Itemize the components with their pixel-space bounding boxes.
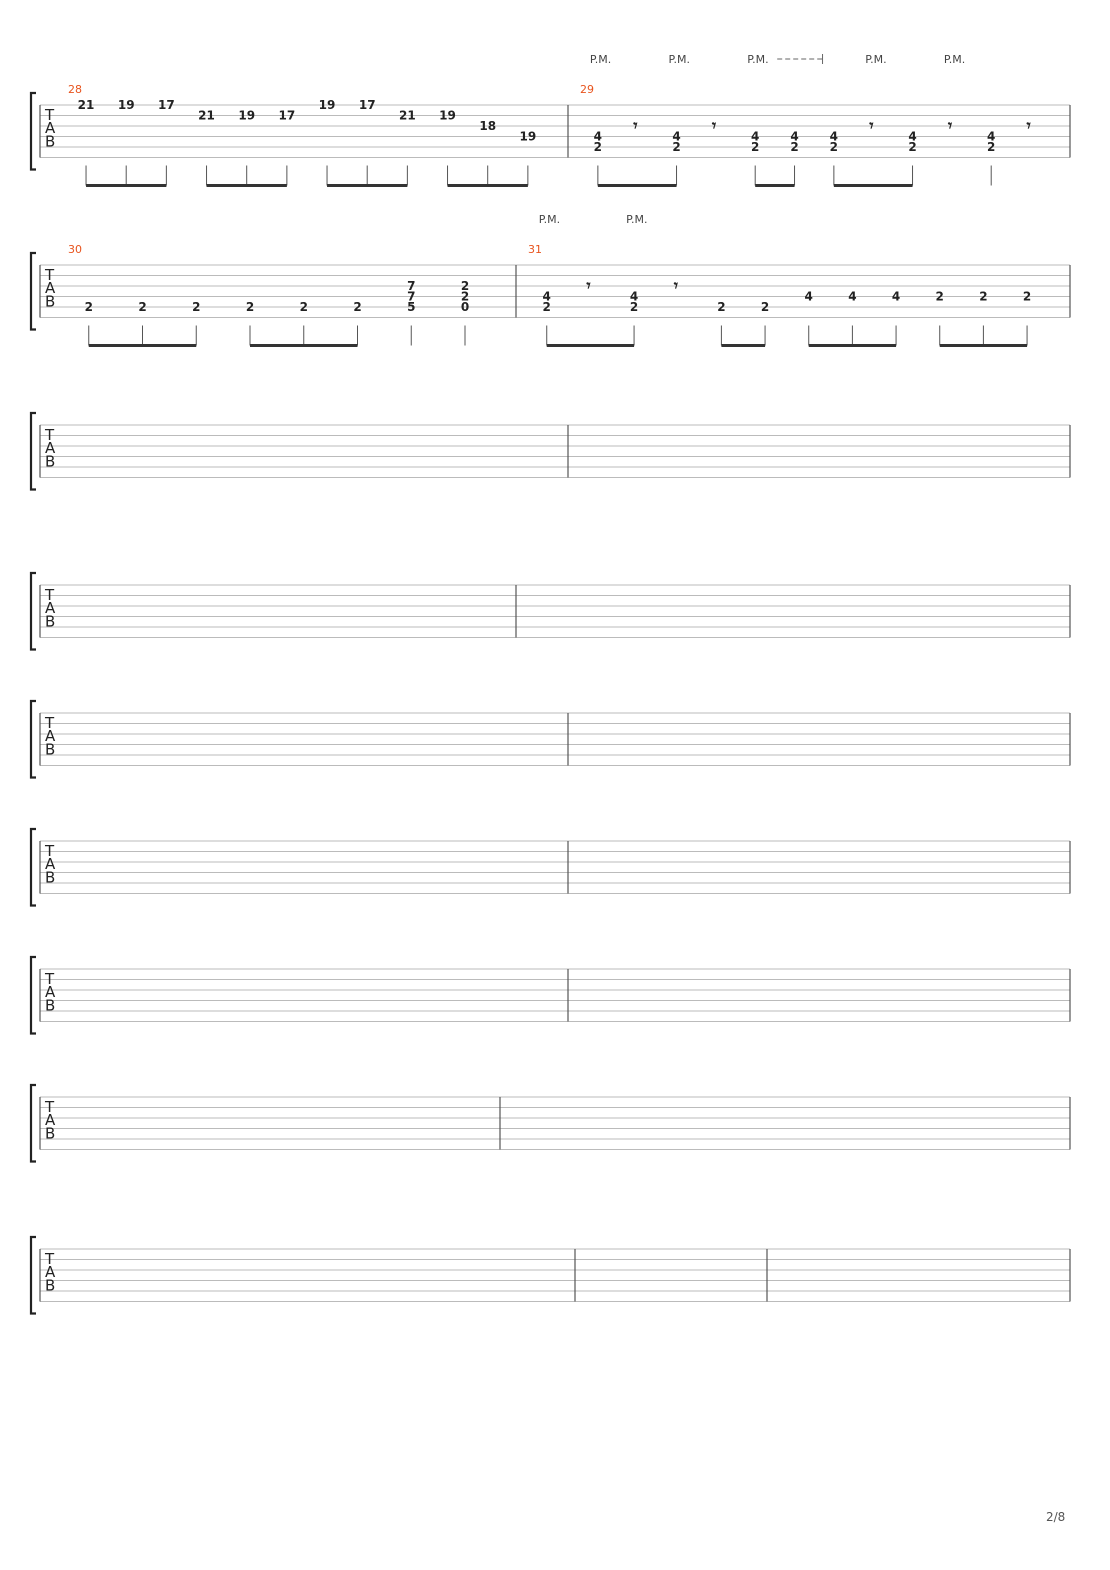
tab-clef-letter: A [45,983,56,1002]
fret-number: 0 [460,300,470,314]
fret-number: 19 [117,98,135,112]
measure-number: 31 [528,243,542,256]
tab-clef-letter: A [45,599,56,618]
palm-mute-mark: P.M. [865,53,887,66]
fret-number: 2 [751,140,760,154]
fret-number: 2 [717,300,726,314]
eighth-rest: 𝄾 [947,116,953,135]
palm-mute-mark: P.M. [589,53,612,66]
tab-staff [31,573,1070,650]
fret-number: 4 [542,289,551,304]
tab-clef-letter: T [45,1098,55,1116]
palm-mute-mark: P.M. [747,53,769,66]
tab-clef-letter: B [45,292,56,311]
fret-number: 4 [829,129,839,144]
tab-clef-letter: B [45,452,56,471]
fret-number: 19 [519,129,537,144]
fret-number: 2 [908,140,917,154]
fret-number: 2 [353,300,362,314]
fret-number: 4 [629,289,639,304]
tab-clef-letter: T [45,586,55,604]
fret-number: 4 [804,289,813,304]
tab-staff [31,957,1070,1034]
eighth-rest: 𝄾 [1026,116,1031,135]
measure [68,243,469,346]
tab-clef-letter: B [45,996,56,1015]
palm-mute-mark: P.M. [943,53,966,66]
eighth-rest: 𝄾 [869,116,874,135]
measure [580,53,1032,186]
fret-number: 4 [908,129,917,144]
tab-clef-letter: B [45,1276,56,1295]
palm-mute-mark: P.M. [668,53,690,66]
tab-clef-letter: T [45,426,55,444]
measure [68,83,536,186]
fret-number: 2 [84,300,93,314]
tab-clef-letter: T [45,714,55,732]
tab-staff [31,1085,1070,1162]
palm-mute-mark: P.M. [538,213,561,226]
measure [528,213,1031,346]
fret-number: 2 [192,300,201,314]
tab-clef-letter: B [45,1124,56,1143]
eighth-rest: 𝄾 [633,116,638,135]
fret-number: 4 [751,129,760,144]
eighth-rest: 𝄾 [586,276,591,295]
tab-clef-letter: T [45,970,55,988]
tab-clef-letter: T [45,842,55,860]
eighth-rest: 𝄾 [711,116,717,135]
fret-number: 2 [829,140,839,154]
fret-number: 2 [935,289,944,304]
fret-number: 4 [672,129,681,144]
fret-number: 2 [460,289,470,304]
fret-number: 2 [672,140,681,154]
tab-staff [31,413,1070,490]
fret-number: 4 [790,129,799,144]
tab-staff [31,829,1070,906]
measure-number: 30 [68,243,82,256]
fret-number: 4 [891,289,901,304]
tab-clef-letter: B [45,740,56,759]
tab-clef-letter: A [45,855,56,874]
fret-number: 2 [790,140,799,154]
fret-number: 2 [987,140,996,154]
tab-clef-letter: B [45,868,56,887]
measure-number: 29 [580,83,594,96]
fret-number: 17 [278,108,296,123]
tab-clef-letter: T [45,266,55,284]
fret-number: 2 [542,300,551,314]
fret-number: 18 [479,119,497,133]
measure-number: 28 [68,83,82,96]
fret-number: 2 [979,289,988,304]
tab-clef-letter: T [45,106,55,124]
fret-number: 2 [760,300,770,314]
fret-number: 17 [358,98,376,112]
fret-number: 19 [439,108,456,123]
tab-clef-letter: A [45,279,56,298]
palm-mute-mark: P.M. [626,213,648,226]
fret-number: 2 [593,140,603,154]
fret-number: 4 [593,129,603,144]
fret-number: 21 [399,108,416,123]
fret-number: 5 [407,300,416,314]
fret-number: 2 [299,300,308,314]
fret-number: 4 [987,129,996,144]
fret-number: 19 [318,98,336,112]
eighth-rest: 𝄾 [673,276,678,295]
tab-staff [31,1237,1070,1314]
fret-number: 19 [238,108,256,123]
tab-clef-letter: B [45,612,56,631]
fret-number: 4 [848,289,857,304]
tab-clef-letter: A [45,119,56,138]
fret-number: 17 [158,98,175,112]
fret-number: 21 [77,98,95,112]
page-number: 2/8 [1046,1510,1066,1524]
fret-number: 2 [138,300,147,314]
fret-number: 7 [407,289,416,304]
tab-clef-letter: B [45,132,56,151]
fret-number: 2 [460,279,470,293]
tab-clef-letter: A [45,439,56,458]
fret-number: 2 [245,300,255,314]
fret-number: 2 [1022,289,1032,304]
fret-number: 21 [198,108,215,123]
tab-clef-letter: A [45,727,56,746]
tab-clef-letter: T [45,1250,55,1268]
fret-number: 7 [407,279,416,293]
tab-staff [31,701,1070,778]
fret-number: 2 [629,300,639,314]
tab-clef-letter: A [45,1111,56,1130]
tab-clef-letter: A [45,1263,56,1282]
